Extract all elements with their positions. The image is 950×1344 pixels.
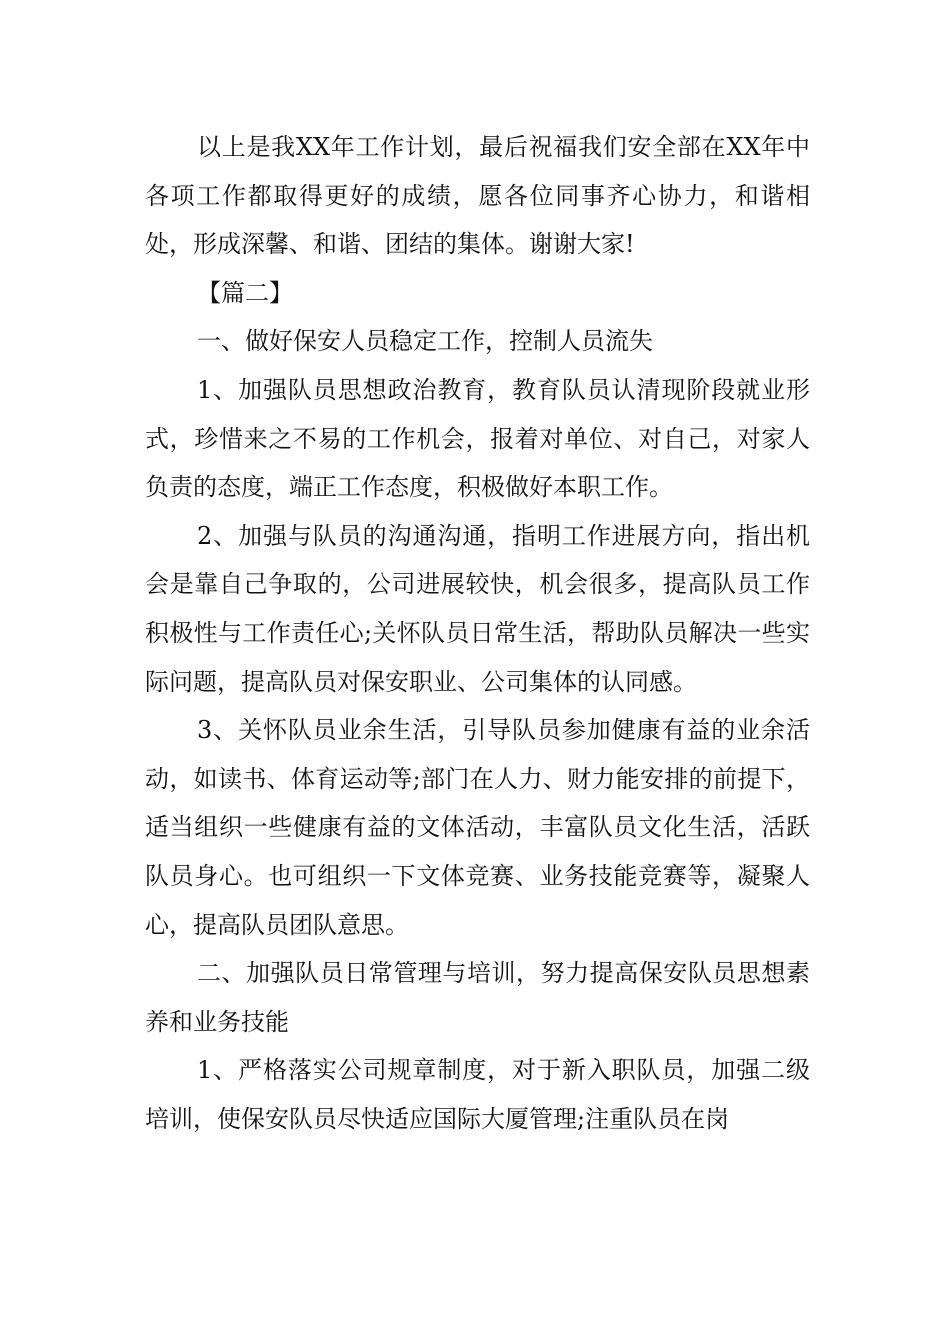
item-paragraph-4: 1、严格落实公司规章制度，对于新入职队员，加强二级培训，使保安队员尽快适应国际大厦管理;注重队员在岗 (145, 1056, 810, 1133)
item-paragraph-2: 2、加强与队员的沟通沟通，指明工作进展方向，指出机会是靠自己争取的，公司进展较快，机会很多，提高队员工作积极性与工作责任心;关怀队员日常生活，帮助队员解决一些实际问题，提高队员对保安职业、公司集体的认同感。 (145, 521, 810, 696)
section-heading-one: 一、做好保安人员稳定工作，控制人员流失 (197, 327, 653, 356)
closing-paragraph: 以上是我XX年工作计划，最后祝福我们安全部在XX年中各项工作都取得更好的成绩，愿各位同事齐心协力，和谐相处，形成深馨、和谐、团结的集体。谢谢大家! (145, 133, 810, 259)
item-paragraph-3: 3、关怀队员业余生活，引导队员参加健康有益的业余活动，如读书、体育运动等;部门在人力、财力能安排的前提下，适当组织一些健康有益的文体活动，丰富队员文化生活，活跃队员身心。也可组织一下文体竞赛、业务技能竞赛等，凝聚人心，提高队员团队意思。 (145, 716, 810, 939)
section-heading-part-two: 【篇二】 (197, 278, 293, 307)
document-body (145, 123, 810, 1143)
item-paragraph-1: 1、加强队员思想政治教育，教育队员认清现阶段就业形式，珍惜来之不易的工作机会，报着对单位、对自己，对家人负责的态度，端正工作态度，积极做好本职工作。 (145, 375, 810, 502)
section-heading-two: 二、加强队员日常管理与培训，努力提高保安队员思想素养和业务技能 (145, 959, 810, 1036)
